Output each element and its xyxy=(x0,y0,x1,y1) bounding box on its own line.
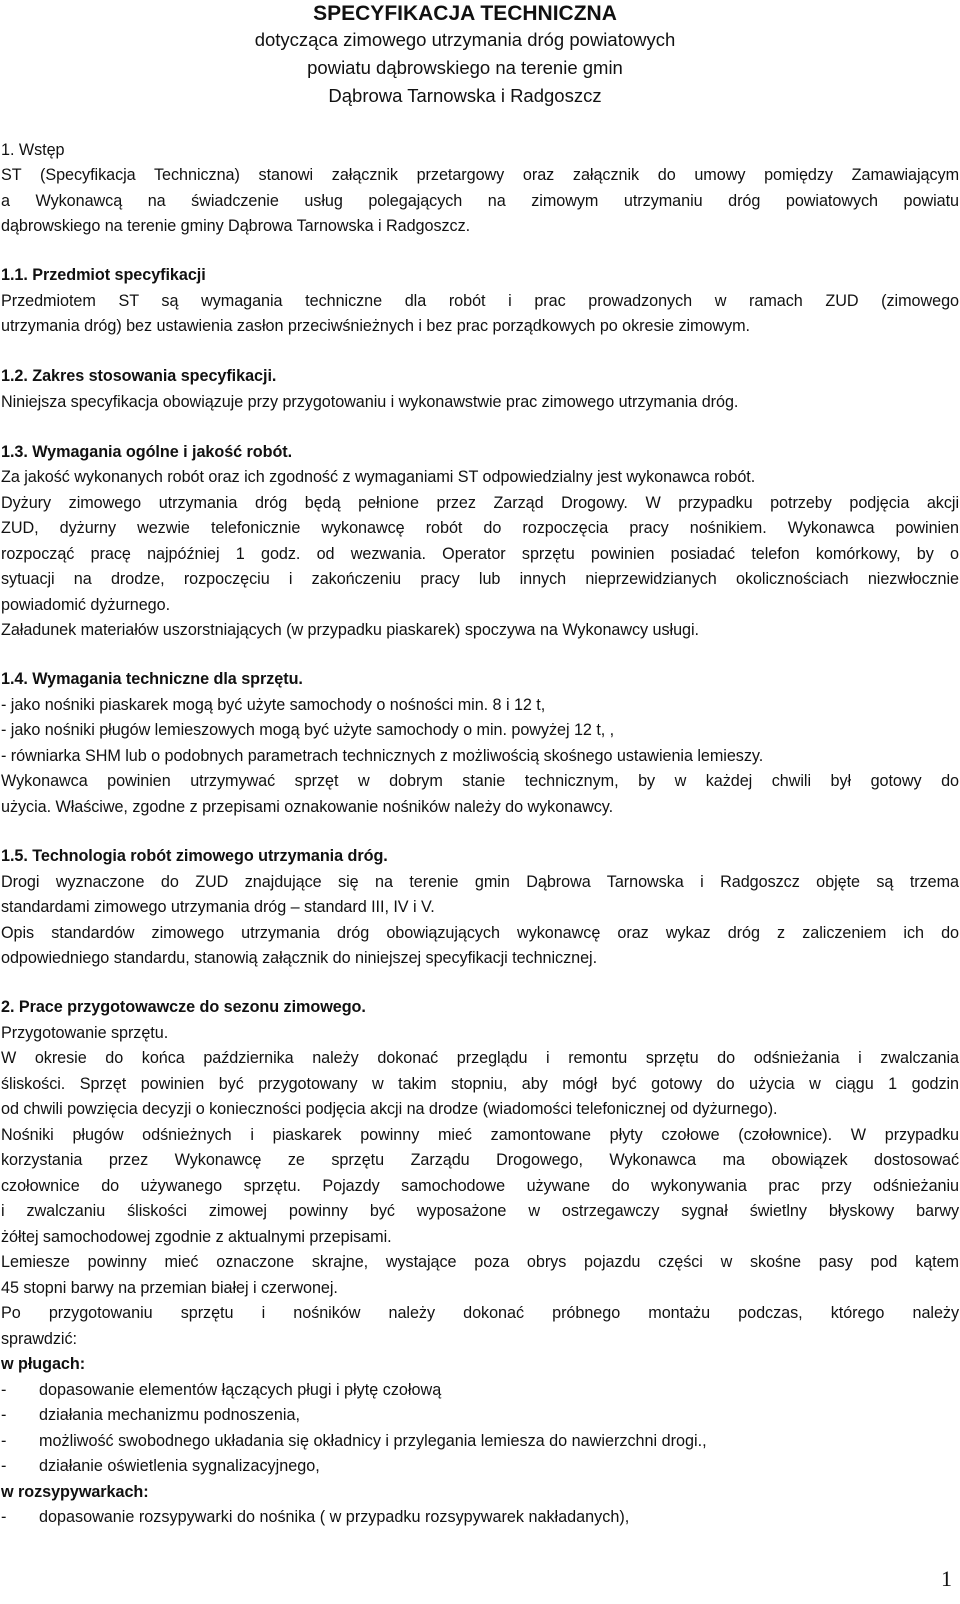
paragraph-line: Drogi wyznaczone do ZUD znajdujące się na terenie gmin Dąbrowa Tarnowska i Radgoszcz objęte są trzema xyxy=(1,873,959,891)
section-heading-1-3: 1.3. Wymagania ogólne i jakość robót. xyxy=(1,443,293,461)
paragraph-line: rozpocząć pracę najpóźniej 1 godz. od wezwania. Operator sprzętu powinien posiadać telefon komórkowy, by o xyxy=(1,545,959,563)
list-bullet: - xyxy=(1,1508,7,1526)
paragraph-line: - jako nośniki pługów lemieszowych mogą być użyte samochody o min. powyżej 12 t, , xyxy=(1,721,615,739)
section-heading-1-2: 1.2. Zakres stosowania specyfikacji. xyxy=(1,367,277,385)
section-heading-1-5: 1.5. Technologia robót zimowego utrzymania dróg. xyxy=(1,847,388,865)
paragraph-line: czołownice do używanego sprzętu. Pojazdy samochodowe używane do wykonywania prac przy odśnieżaniu xyxy=(1,1177,959,1195)
paragraph-line: dąbrowskiego na terenie gminy Dąbrowa Tarnowska i Radgoszcz. xyxy=(1,217,471,235)
paragraph-line: Nośniki pługów odśnieżnych i piaskarek powinny mieć zamontowane płyty czołowe (czołownice). W przypadku xyxy=(1,1126,959,1144)
list-heading-rozsypywarki: w rozsypywarkach: xyxy=(1,1483,149,1501)
paragraph-line: utrzymania dróg) bez ustawienia zasłon przeciwśnieżnych i bez prac porządkowych po okresie zimowym. xyxy=(1,317,750,335)
paragraph-line: Wykonawca powinien utrzymywać sprzęt w dobrym stanie technicznym, by w każdej chwili był gotowy do xyxy=(1,772,959,790)
subtitle-line-1: dotycząca zimowego utrzymania dróg powiatowych xyxy=(254,29,676,50)
list-heading-plugi: w pługach: xyxy=(1,1355,86,1373)
list-item: działania mechanizmu podnoszenia, xyxy=(39,1406,300,1424)
document-title: SPECYFIKACJA TECHNICZNA xyxy=(313,2,617,25)
list-bullet: - xyxy=(1,1406,7,1424)
paragraph-line: korzystania przez Wykonawcę ze sprzętu Zarządu Drogowego, Wykonawca ma obowiązek dostosować xyxy=(1,1151,959,1169)
list-item: dopasowanie elementów łączących pługi i płytę czołową xyxy=(39,1381,442,1399)
paragraph-line: Przedmiotem ST są wymagania techniczne dla robót i prac prowadzonych w ramach ZUD (zimowego xyxy=(1,292,959,310)
subtitle-line-3: Dąbrowa Tarnowska i Radgoszcz xyxy=(328,85,602,106)
paragraph-line: sytuacji na drodze, rozpoczęciu i zakończeniu pracy lub innych nieprzewidzianych okolicznościach niezwłocznie xyxy=(1,570,959,588)
list-item: możliwość swobodnego układania się okładnicy i przylegania lemiesza do nawierzchni drogi., xyxy=(39,1432,707,1450)
paragraph-line: i zwalczaniu śliskości zimowej powinny być wyposażone w ostrzegawczy sygnał świetlny błyskowy barwy xyxy=(1,1202,959,1220)
list-bullet: - xyxy=(1,1457,7,1475)
paragraph-line: Lemiesze powinny mieć oznaczone skrajne, wystające poza obrys pojazdu części w skośne pasy pod kątem xyxy=(1,1253,959,1271)
section-heading-1-4: 1.4. Wymagania techniczne dla sprzętu. xyxy=(1,670,303,688)
paragraph-line: Po przygotowaniu sprzętu i nośników należy dokonać próbnego montażu podczas, którego należy xyxy=(1,1304,959,1322)
paragraph-line: Przygotowanie sprzętu. xyxy=(1,1024,169,1042)
page-number: 1 xyxy=(941,1566,952,1591)
section-heading-2: 2. Prace przygotowawcze do sezonu zimowego. xyxy=(1,998,366,1016)
paragraph-line: - równiarka SHM lub o podobnych parametrach technicznych z możliwością skośnego ustawienia lemieszy. xyxy=(1,747,764,765)
section-heading-1: 1. Wstęp xyxy=(1,141,65,159)
paragraph-line: ST (Specyfikacja Techniczna) stanowi załącznik przetargowy oraz załącznik do umowy pomiędzy Zamawiającym xyxy=(1,166,959,184)
list-item: dopasowanie rozsypywarki do nośnika ( w przypadku rozsypywarek nakładanych), xyxy=(39,1508,630,1526)
paragraph-line: ZUD, dyżurny wezwie telefonicznie wykonawcę robót do rozpoczęcia pracy nośnikiem. Wykonawca powinien xyxy=(1,519,959,537)
paragraph-line: od chwili powzięcia decyzji o konieczności podjęcia akcji na drodze (wiadomości telefonicznej od dyżurnego). xyxy=(1,1100,778,1118)
paragraph-line: śliskości. Sprzęt powinien być przygotowany w takim stopniu, aby mógł być gotowy do użycia w ciągu 1 godzin xyxy=(1,1075,959,1093)
list-bullet: - xyxy=(1,1432,7,1450)
paragraph-line: a Wykonawcą na świadczenie usług polegających na zimowym utrzymaniu dróg powiatowych powiatu xyxy=(1,192,959,210)
list-bullet: - xyxy=(1,1381,7,1399)
paragraph-line: użycia. Właściwe, zgodne z przepisami oznakowanie nośników należy do wykonawcy. xyxy=(1,798,614,816)
paragraph-line: - jako nośniki piaskarek mogą być użyte samochody o nośności min. 8 i 12 t, xyxy=(1,696,546,714)
paragraph-line: standardami zimowego utrzymania dróg – standard III, IV i V. xyxy=(1,898,435,916)
paragraph-line: odpowiedniego standardu, stanowią załącznik do niniejszej specyfikacji technicznej. xyxy=(1,949,598,967)
paragraph-line: żółtej samochodowej zgodnie z aktualnymi przepisami. xyxy=(1,1228,392,1246)
paragraph-line: Opis standardów zimowego utrzymania dróg obowiązujących wykonawcę oraz wykaz dróg z zaliczeniem ich do xyxy=(1,924,959,942)
paragraph-line: Dyżury zimowego utrzymania dróg będą pełnione przez Zarząd Drogowy. W przypadku potrzeby podjęcia akcji xyxy=(1,494,959,512)
paragraph-line: Załadunek materiałów uszorstniających (w przypadku piaskarek) spoczywa na Wykonawcy usługi. xyxy=(1,621,699,639)
paragraph-line: W okresie do końca października należy dokonać przeglądu i remontu sprzętu do odśnieżania i zwalczania xyxy=(1,1049,959,1067)
paragraph-line: Za jakość wykonanych robót oraz ich zgodność z wymaganiami ST odpowiedzialny jest wykonawca robót. xyxy=(1,468,756,486)
subtitle-line-2: powiatu dąbrowskiego na terenie gmin xyxy=(307,57,623,78)
paragraph-line: Niniejsza specyfikacja obowiązuje przy przygotowaniu i wykonawstwie prac zimowego utrzymania dróg. xyxy=(1,393,739,411)
list-item: działanie oświetlenia sygnalizacyjnego, xyxy=(39,1457,320,1475)
paragraph-line: sprawdzić: xyxy=(1,1330,77,1348)
section-heading-1-1: 1.1. Przedmiot specyfikacji xyxy=(1,266,206,284)
paragraph-line: powiadomić dyżurnego. xyxy=(1,596,171,614)
paragraph-line: 45 stopni barwy na przemian białej i czerwonej. xyxy=(1,1279,338,1297)
